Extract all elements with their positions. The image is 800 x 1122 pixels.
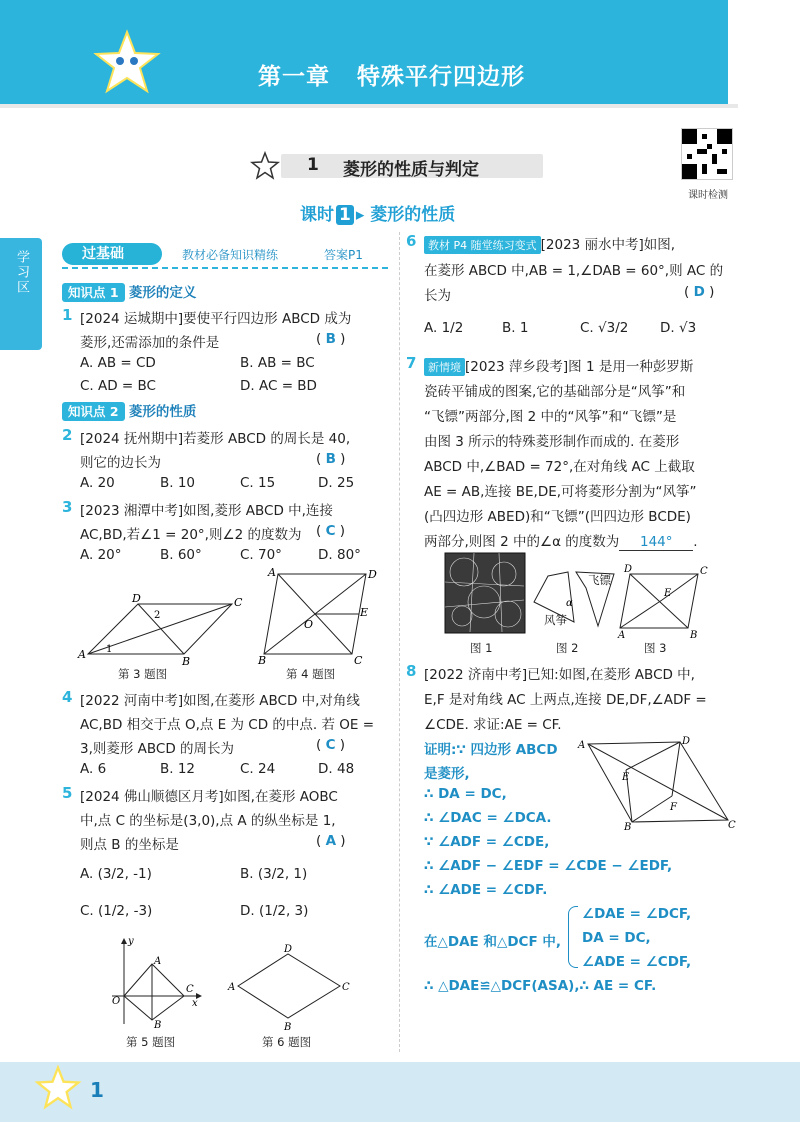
q6-figure-label: 第 6 题图 [262, 1035, 312, 1049]
fig1-label: 图 1 [470, 641, 493, 655]
star-mascot-small-icon [34, 1066, 82, 1110]
svg-text:E: E [664, 588, 672, 599]
proof-line: ∴ ∠ADF − ∠EDF = ∠CDE − ∠EDF, [424, 858, 673, 874]
knowledge-point-2: 知识点 2 菱形的性质 [62, 400, 196, 420]
q1-answer-slot: ( B ) [316, 331, 346, 347]
q5-number: 5 [62, 784, 73, 802]
q4-option[interactable]: D. 48 [318, 761, 355, 777]
proof-line: ∠ADE = ∠CDF, [582, 954, 692, 970]
svg-text:B: B [284, 1022, 292, 1033]
q1-option[interactable]: C. AD = BC [80, 378, 156, 394]
q3-option[interactable]: B. 60° [160, 547, 202, 563]
dart-label: 飞镖 [588, 573, 611, 587]
proof-line: 证明:∵ 四边形 ABCD [424, 742, 558, 758]
svg-text:y: y [128, 936, 134, 947]
brace-icon [568, 906, 578, 968]
q3-option[interactable]: C. 70° [240, 547, 282, 563]
q3-figure [76, 566, 246, 666]
svg-text:A: A [618, 630, 626, 641]
section-number: 1 [307, 155, 319, 175]
svg-text:D: D [284, 944, 293, 955]
page-number: 1 [90, 1078, 104, 1102]
proof-line: DA = DC, [582, 930, 651, 946]
q3-option[interactable]: A. 20° [80, 547, 122, 563]
svg-text:A: A [578, 740, 586, 751]
star-mascot-icon [92, 28, 162, 98]
proof-line: ∴ △DAE≌△DCF(ASA),∴ AE = CF. [424, 978, 657, 994]
svg-text:A: A [268, 566, 276, 579]
svg-text:A: A [228, 982, 236, 993]
q8-line: [2022 济南中考]已知:如图,在菱形 ABCD 中, [424, 667, 695, 683]
q5-figure-label: 第 5 题图 [126, 1035, 176, 1049]
q4-figure [260, 566, 380, 666]
svg-text:C: C [186, 984, 194, 995]
header-corner [728, 0, 800, 104]
basic-label: 过基础 [82, 246, 124, 262]
q5-figure [104, 936, 204, 1031]
q2-option[interactable]: B. 10 [160, 475, 196, 491]
q4-number: 4 [62, 688, 73, 706]
svg-text:B: B [624, 822, 632, 833]
q8-line: ∠CDE. 求证:AE = CF. [424, 717, 562, 733]
q3-option[interactable]: D. 80° [318, 547, 361, 563]
svg-text:O: O [112, 996, 121, 1007]
qr-label: 课时检测 [688, 190, 728, 201]
q6-option[interactable]: C. √3/2 [580, 320, 629, 336]
q5-line: 则点 B 的坐标是 [80, 837, 179, 853]
q1-line: 菱形,还需添加的条件是 [80, 335, 220, 351]
q4-line: 3,则菱形 ABCD 的周长为 [80, 741, 235, 757]
column-divider [399, 232, 400, 1052]
q2-answer-slot: ( B ) [316, 451, 346, 467]
basic-subtitle: 教材必备知识精练 [182, 248, 279, 262]
q6-figure [224, 942, 354, 1032]
q3-number: 3 [62, 498, 73, 516]
svg-text:x: x [192, 998, 198, 1009]
q7-line: 新情境 [2023 萍乡段考]图 1 是用一种彭罗斯 [424, 355, 693, 376]
q3-line: AC,BD,若∠1 = 20°,则∠2 的度数为 [80, 527, 302, 543]
q2-option[interactable]: A. 20 [80, 475, 115, 491]
q1-number: 1 [62, 306, 73, 324]
proof-line: ∴ DA = DC, [424, 786, 507, 802]
q7-line: 瓷砖平铺成的图案,它的基础部分是“风筝”和 [424, 384, 686, 400]
proof-line: ∠DAE = ∠DCF, [582, 906, 692, 922]
svg-text:D: D [132, 592, 141, 605]
svg-text:E: E [360, 606, 369, 619]
q5-answer-slot: ( A ) [316, 833, 346, 849]
q4-option[interactable]: A. 6 [80, 761, 107, 777]
q8-line: E,F 是对角线 AC 上两点,连接 DE,DF,∠ADF = [424, 692, 707, 708]
q1-option[interactable]: A. AB = CD [80, 355, 156, 371]
q7-rhombus-figure [618, 560, 710, 641]
q6-number: 6 [406, 232, 417, 250]
q8-figure [578, 734, 738, 833]
svg-text:D: D [368, 568, 377, 581]
svg-text:C: C [354, 654, 363, 667]
q2-option[interactable]: D. 25 [318, 475, 355, 491]
q7-answer-blank[interactable]: 144° [619, 534, 693, 551]
q2-line: 则它的边长为 [80, 455, 161, 471]
svg-text:B: B [182, 655, 191, 668]
svg-text:D: D [624, 564, 633, 575]
q6-answer-slot: ( D ) [684, 284, 715, 300]
kite-label: 风筝 [544, 613, 567, 627]
q7-line: 由图 3 所示的特殊菱形制作而成的. 在菱形 [424, 434, 680, 450]
q6-option[interactable]: D. √3 [660, 320, 697, 336]
q4-figure-label: 第 4 题图 [286, 667, 336, 681]
q8-number: 8 [406, 662, 417, 680]
q1-option[interactable]: D. AC = BD [240, 378, 317, 394]
svg-text:α: α [566, 598, 573, 609]
knowledge-point-1: 知识点 1 菱形的定义 [62, 281, 196, 301]
section-heading [243, 148, 555, 184]
q5-option[interactable]: C. (1/2, -3) [80, 903, 153, 919]
q4-answer-slot: ( C ) [316, 737, 346, 753]
q5-option[interactable]: A. (3/2, -1) [80, 866, 152, 882]
q7-line: 两部分,则图 2 中的∠α 的度数为 144° . [424, 534, 698, 550]
q5-line: 中,点 C 的坐标是(3,0),点 A 的纵坐标是 1, [80, 813, 336, 829]
q6-line: 在菱形 ABCD 中,AB = 1,∠DAB = 60°,则 AC 的 [424, 263, 724, 279]
proof-line: ∴ ∠ADE = ∠CDF. [424, 882, 548, 898]
q1-option[interactable]: B. AB = BC [240, 355, 315, 371]
svg-text:F: F [670, 802, 677, 813]
svg-text:A: A [154, 956, 162, 967]
q3-answer-slot: ( C ) [316, 523, 346, 539]
q2-line: [2024 抚州期中]若菱形 ABCD 的周长是 40, [80, 431, 351, 447]
q4-option[interactable]: C. 24 [240, 761, 276, 777]
proof-line: 在△DAE 和△DCF 中, [424, 934, 562, 950]
q5-option[interactable]: B. (3/2, 1) [240, 866, 308, 882]
qr-code-icon[interactable] [681, 128, 733, 180]
svg-text:B: B [690, 630, 698, 641]
star-icon [251, 152, 279, 180]
bar-rule [62, 267, 388, 269]
fig2-label: 图 2 [556, 641, 579, 655]
svg-text:2: 2 [154, 610, 161, 621]
svg-text:C: C [728, 820, 736, 831]
svg-text:C: C [342, 982, 350, 993]
lesson-title: 课时 1 ▸ 菱形的性质 [300, 205, 456, 225]
q6-line: 教材 P4 随堂练习变式 [2023 丽水中考]如图, [424, 233, 675, 254]
svg-text:B: B [154, 1020, 162, 1031]
q4-line: [2022 河南中考]如图,在菱形 ABCD 中,对角线 [80, 693, 360, 709]
q7-line: “飞镖”两部分,图 2 中的“风筝”和“飞镖”是 [424, 409, 677, 425]
header-shadow [0, 104, 738, 108]
proof-line: ∵ ∠ADF = ∠CDE, [424, 834, 550, 850]
q7-line: AE = AB,连接 BE,DE,可将菱形分割为“风筝” [424, 484, 697, 500]
q2-number: 2 [62, 426, 73, 444]
proof-line: 是菱形, [424, 766, 470, 782]
section-title: 菱形的性质与判定 [343, 160, 479, 180]
q7-line: ABCD 中,∠BAD = 72°,在对角线 AC 上截取 [424, 459, 695, 475]
svg-text:1: 1 [106, 644, 113, 655]
q6-option[interactable]: B. 1 [502, 320, 529, 336]
q4-line: AC,BD 相交于点 O,点 E 为 CD 的中点. 若 OE = [80, 717, 375, 733]
q1-line: [2024 运城期中]要使平行四边形 ABCD 成为 [80, 311, 352, 327]
q7-number: 7 [406, 354, 417, 372]
page-footer [0, 1062, 800, 1122]
penrose-tiling-image [444, 552, 526, 634]
q6-option[interactable]: A. 1/2 [424, 320, 464, 336]
basic-practice-bar [62, 240, 388, 268]
q3-line: [2023 湘潭中考]如图,菱形 ABCD 中,连接 [80, 503, 333, 519]
svg-text:C: C [700, 566, 708, 577]
q3-figure-label: 第 3 题图 [118, 667, 168, 681]
q6-line: 长为 [424, 288, 451, 304]
chapter-title: 第一章 特殊平行四边形 [258, 64, 526, 90]
q2-option[interactable]: C. 15 [240, 475, 276, 491]
q5-option[interactable]: D. (1/2, 3) [240, 903, 309, 919]
answer-reference: 答案P1 [324, 248, 363, 262]
q7-line: (凸四边形 ABED)和“飞镖”(凹四边形 BCDE) [424, 509, 691, 525]
svg-text:C: C [234, 596, 243, 609]
svg-text:A: A [78, 648, 86, 661]
svg-text:E: E [622, 772, 630, 783]
svg-text:O: O [304, 618, 314, 631]
svg-text:B: B [258, 654, 267, 667]
q4-option[interactable]: B. 12 [160, 761, 196, 777]
side-tab-label: 学习区 [14, 250, 29, 295]
fig3-label: 图 3 [644, 641, 667, 655]
q5-line: [2024 佛山顺德区月考]如图,在菱形 AOBC [80, 789, 338, 805]
svg-text:D: D [682, 736, 691, 747]
proof-line: ∴ ∠DAC = ∠DCA. [424, 810, 552, 826]
